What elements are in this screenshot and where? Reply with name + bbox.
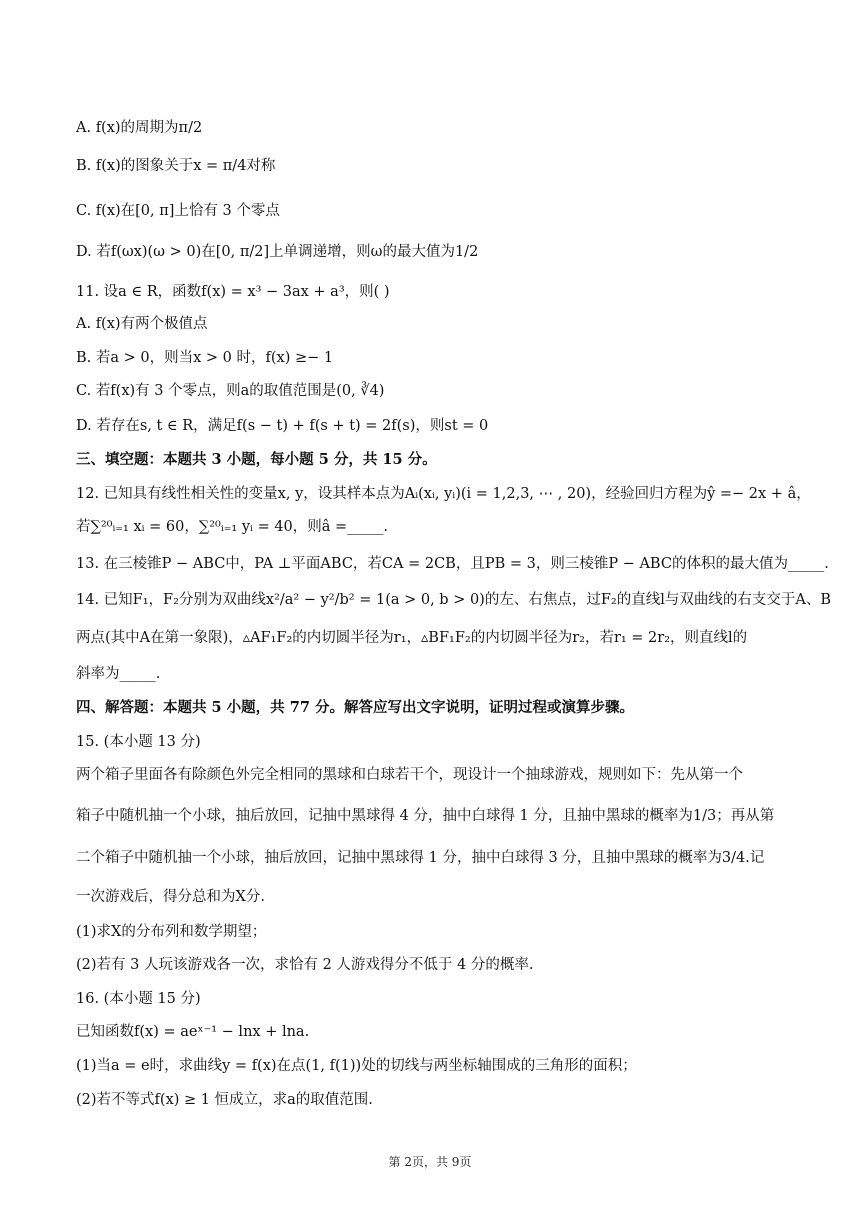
question-12-line1: 12. 已知具有线性相关性的变量x, y，设其样本点为Aᵢ(xᵢ, yᵢ)(i = 1,2,3, ⋯ , 20)，经验回归方程为ŷ =− 2x + â， (76, 486, 811, 502)
question-15-line2: 箱子中随机抽一个小球，抽后放回，记抽中黑球得 4 分，抽中白球得 1 分，且抽中黑球的概率为1/3；再从第 (76, 808, 775, 824)
option-11c: C. 若f(x)有 3 个零点，则a的取值范围是(0, ∛4) (76, 383, 385, 399)
question-15-line1: 两个箱子里面各有除颜色外完全相同的黑球和白球若干个，现设计一个抽球游戏，规则如下：先从第一个 (76, 767, 743, 783)
question-15-part1: (1)求X的分布列和数学期望； (76, 924, 267, 940)
question-14-line1: 14. 已知F₁，F₂分别为双曲线x²/a² − y²/b² = 1(a > 0, b > 0)的左、右焦点，过F₂的直线l与双曲线的右支交于A、B (76, 592, 831, 608)
option-10a: A. f(x)的周期为π/2 (76, 120, 203, 136)
option-11b: B. 若a > 0，则当x > 0 时，f(x) ≥− 1 (76, 350, 334, 366)
section-heading-solutions: 四、解答题：本题共 5 小题，共 77 分。解答应写出文字说明，证明过程或演算步骤。 (76, 699, 634, 716)
question-15-header: 15. (本小题 13 分) (76, 734, 201, 750)
question-14-line2: 两点(其中A在第一象限)，▵AF₁F₂的内切圆半径为r₁，▵BF₁F₂的内切圆半径为r₂，若r₁ = 2r₂，则直线l的 (76, 630, 748, 646)
question-11: 11. 设a ∈ R，函数f(x) = x³ − 3ax + a³，则( ) (76, 284, 390, 300)
question-15-line3: 二个箱子中随机抽一个小球，抽后放回，记抽中黑球得 1 分，抽中白球得 3 分，且抽中黑球的概率为3/4.记 (76, 850, 765, 866)
option-10c: C. f(x)在[0, π]上恰有 3 个零点 (76, 203, 280, 219)
question-14-line3: 斜率为_____. (76, 666, 161, 682)
section-heading-fill-in: 三、填空题：本题共 3 小题，每小题 5 分，共 15 分。 (76, 451, 437, 468)
question-15-line4: 一次游戏后，得分总和为X分. (76, 889, 265, 905)
page-footer: 第 2页，共 9页 (388, 1155, 472, 1169)
question-16-line1: 已知函数f(x) = aeˣ⁻¹ − lnx + lna. (76, 1024, 310, 1040)
question-16-part1: (1)当a = e时，求曲线y = f(x)在点(1, f(1))处的切线与两坐标轴围成的三角形的面积； (76, 1058, 637, 1074)
question-13: 13. 在三棱锥P − ABC中，PA ⊥平面ABC，若CA = 2CB，且PB = 3，则三棱锥P − ABC的体积的最大值为_____. (76, 556, 829, 572)
option-10d: D. 若f(ωx)(ω > 0)在[0, π/2]上单调递增，则ω的最大值为1/2 (76, 244, 479, 260)
question-16-header: 16. (本小题 15 分) (76, 991, 201, 1007)
option-10b: B. f(x)的图象关于x = π/4对称 (76, 158, 276, 174)
question-16-part2: (2)若不等式f(x) ≥ 1 恒成立，求a的取值范围. (76, 1092, 373, 1108)
option-11a: A. f(x)有两个极值点 (76, 316, 208, 332)
option-11d: D. 若存在s, t ∈ R，满足f(s − t) + f(s + t) = 2f(s)，则st = 0 (76, 418, 489, 434)
question-12-line2: 若∑²⁰ᵢ₌₁ xᵢ = 60，∑²⁰ᵢ₌₁ yᵢ = 40，则â =_____. (76, 519, 389, 535)
question-15-part2: (2)若有 3 人玩该游戏各一次，求恰有 2 人游戏得分不低于 4 分的概率. (76, 957, 534, 973)
